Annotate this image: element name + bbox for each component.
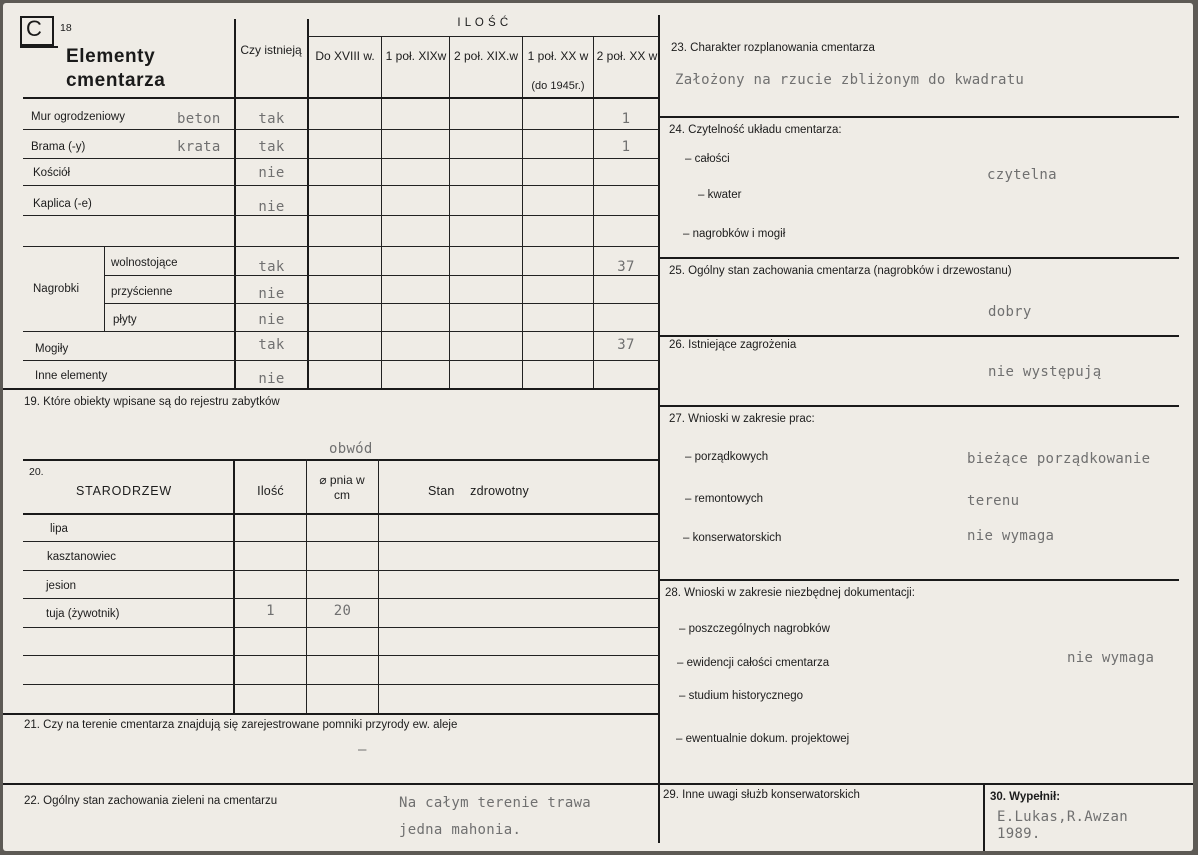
row-exists-kosciol: nie	[258, 165, 285, 181]
catalog-card	[3, 3, 1193, 851]
q21-label: 21. Czy na terenie cmentarza znajdują się zarejestrowane pomniki przyrody ew. aleje	[24, 719, 458, 731]
tree-diameter-tuja: 20	[333, 603, 352, 619]
row-label-kosciol: Kościół	[33, 167, 71, 179]
tree-name-tuja: tuja (żywotnik)	[46, 608, 120, 620]
tree-header-line	[23, 513, 659, 515]
col-header-ilosc: I L O Ś Ć	[457, 17, 509, 29]
q27-item-porzadkowych: – porządkowych	[685, 451, 769, 463]
q27-answer-1: bieżące porządkowanie	[967, 451, 1151, 467]
q25-answer: dobry	[988, 304, 1032, 320]
row-xx2-mur: 1	[621, 111, 631, 127]
tree-row-line-5	[23, 655, 659, 656]
col-header-2pol-xx: 2 poł. XX w	[596, 49, 658, 63]
tree-col-stan	[378, 459, 379, 713]
q27-item-remontowych: – remontowych	[685, 493, 763, 505]
table-bottom-line	[3, 388, 659, 390]
q22-top-line	[3, 783, 1193, 785]
col-line-2pol-xix	[449, 36, 450, 388]
q26-label: 26. Istniejące zagrożenia	[669, 339, 797, 351]
q28-top-line	[659, 579, 1179, 581]
q28-item-dokum: – ewentualnie dokum. projektowej	[676, 733, 850, 745]
table-header-line	[23, 97, 659, 99]
row-line-6	[104, 275, 659, 276]
q20-col-pnia: ⌀ pnia w cm	[319, 473, 365, 502]
q30-year: 1989.	[997, 826, 1041, 842]
q30-label: 30. Wypełnił:	[990, 791, 1061, 803]
q22-label: 22. Ogólny stan zachowania zieleni na cmentarzu	[24, 795, 278, 807]
row-line-5	[23, 246, 659, 247]
q20-col-ilosc: Ilość	[257, 484, 284, 498]
row-xx2-brama: 1	[621, 139, 631, 155]
col-header-1pol-xx-note: (do 1945r.)	[531, 80, 585, 92]
q24-item-calosci: – całości	[685, 153, 730, 165]
q27-answer-2: terenu	[967, 493, 1020, 509]
tree-name-kasztanowiec: kasztanowiec	[47, 551, 117, 563]
nagrobki-label-wolnostojace: wolnostojące	[111, 257, 178, 269]
row-exists-mur: tak	[258, 111, 285, 127]
q28-item-ewidencji: – ewidencji całości cmentarza	[677, 657, 830, 669]
q21-top-line	[3, 713, 659, 715]
tree-row-line-6	[23, 684, 659, 685]
row-line-3	[23, 185, 659, 186]
header-title-line1: Elementy	[66, 46, 156, 67]
q21-answer: –	[358, 742, 367, 758]
row-exists-mogily: tak	[258, 337, 285, 353]
nagrobki-exists-wolnostojace: tak	[258, 259, 285, 275]
q19-answer: obwód	[329, 441, 373, 457]
col-line-nagrobki-sub	[104, 246, 105, 331]
ilosc-header-line	[307, 36, 659, 37]
q27-item-konserwatorskich: – konserwatorskich	[683, 532, 782, 544]
q24-item-nagrobkow: – nagrobków i mogił	[683, 228, 786, 240]
col-header-1pol-xix: 1 poł. XIXw	[385, 49, 447, 63]
q30-names: E.Lukas,R.Awzan	[997, 809, 1128, 825]
row-exists-inne: nie	[258, 371, 285, 387]
header-title-line2: cmentarza	[66, 70, 166, 91]
q25-label: 25. Ogólny stan zachowania cmentarza (nagrobków i drzewostanu)	[669, 265, 1012, 277]
q28-label: 28. Wnioski w zakresie niezbędnej dokumentacji:	[665, 587, 915, 599]
col-header-2pol-xix: 2 poł. XIX.w	[453, 49, 519, 63]
q28-answer: nie wymaga	[1067, 650, 1155, 666]
row-material-mur: beton	[177, 111, 221, 127]
nagrobki-exists-przyscienne: nie	[258, 286, 285, 302]
q27-top-line	[659, 405, 1179, 407]
row-label-inne: Inne elementy	[35, 370, 108, 382]
tree-row-line-4	[23, 627, 659, 628]
tree-row-line-1	[23, 541, 659, 542]
row-line-7	[104, 303, 659, 304]
tree-row-line-3	[23, 598, 659, 599]
tree-row-line-2	[23, 570, 659, 571]
q24-answer: czytelna	[987, 167, 1057, 183]
q27-answer-3: nie wymaga	[967, 528, 1055, 544]
row-line-9	[23, 360, 659, 361]
q28-item-nagrobkow: – poszczególnych nagrobków	[679, 623, 830, 635]
row-exists-brama: tak	[258, 139, 285, 155]
col-header-czy-istnieja: Czy istnieją	[240, 43, 302, 57]
q28-item-studium: – studium historycznego	[679, 690, 804, 702]
q29-label: 29. Inne uwagi służb konserwatorskich	[663, 789, 860, 801]
q26-answer: nie występują	[988, 364, 1102, 380]
nagrobki-label-plyty: płyty	[113, 314, 137, 326]
q20-col-stan: Stan zdrowotny	[428, 484, 529, 498]
c-box-underline	[20, 46, 58, 48]
q20-top-line	[23, 459, 659, 461]
section-letter: C	[26, 16, 42, 41]
q24-label: 24. Czytelność układu cmentarza:	[669, 124, 842, 136]
q23-label: 23. Charakter rozplanowania cmentarza	[671, 42, 875, 54]
row-xx2-mogily: 37	[617, 337, 635, 353]
q23-answer: Założony na rzucie zbliżonym do kwadratu	[675, 72, 1025, 88]
q26-top-line	[659, 335, 1179, 337]
row-label-brama: Brama (-y)	[31, 141, 86, 153]
row-line-4	[23, 215, 659, 216]
q19-label: 19. Które obiekty wpisane są do rejestru zabytków	[24, 396, 280, 408]
row-label-mogily: Mogiły	[35, 343, 69, 355]
q25-top-line	[659, 257, 1179, 259]
q24-item-kwater: – kwater	[698, 189, 742, 201]
tree-name-lipa: lipa	[50, 523, 68, 535]
q20-title: STARODRZEW	[76, 484, 172, 498]
col-line-1pol-xix	[381, 36, 382, 388]
q22-answer-line2: jedna mahonia.	[399, 822, 522, 838]
nagrobki-exists-plyty: nie	[258, 312, 285, 328]
q30-divider	[983, 783, 985, 851]
q24-top-line	[659, 116, 1179, 118]
tree-name-jesion: jesion	[46, 580, 77, 592]
tree-count-tuja: 1	[266, 603, 275, 619]
row-exists-kaplica: nie	[258, 199, 285, 215]
row-line-1	[23, 129, 659, 130]
center-divider	[658, 15, 660, 843]
section-number: 18	[60, 22, 72, 34]
col-line-1pol-xx	[522, 36, 523, 388]
nagrobki-label-przyscienne: przyścienne	[111, 286, 173, 298]
row-label-kaplica: Kaplica (-e)	[33, 198, 92, 210]
row-line-2	[23, 158, 659, 159]
nagrobki-xx2-wolnostojace: 37	[617, 259, 635, 275]
q22-answer-line1: Na całym terenie trawa	[399, 795, 592, 811]
q27-label: 27. Wnioski w zakresie prac:	[669, 413, 815, 425]
col-line-2pol-xx	[593, 36, 594, 388]
row-material-brama: krata	[177, 139, 221, 155]
col-header-1pol-xx: 1 poł. XX w	[527, 49, 589, 63]
col-header-do-xviii: Do XVIII w.	[315, 49, 375, 63]
row-line-8	[23, 331, 659, 332]
row-label-mur: Mur ogrodzeniowy	[31, 111, 125, 123]
q20-number: 20.	[29, 466, 44, 478]
nagrobki-label: Nagrobki	[33, 283, 80, 295]
